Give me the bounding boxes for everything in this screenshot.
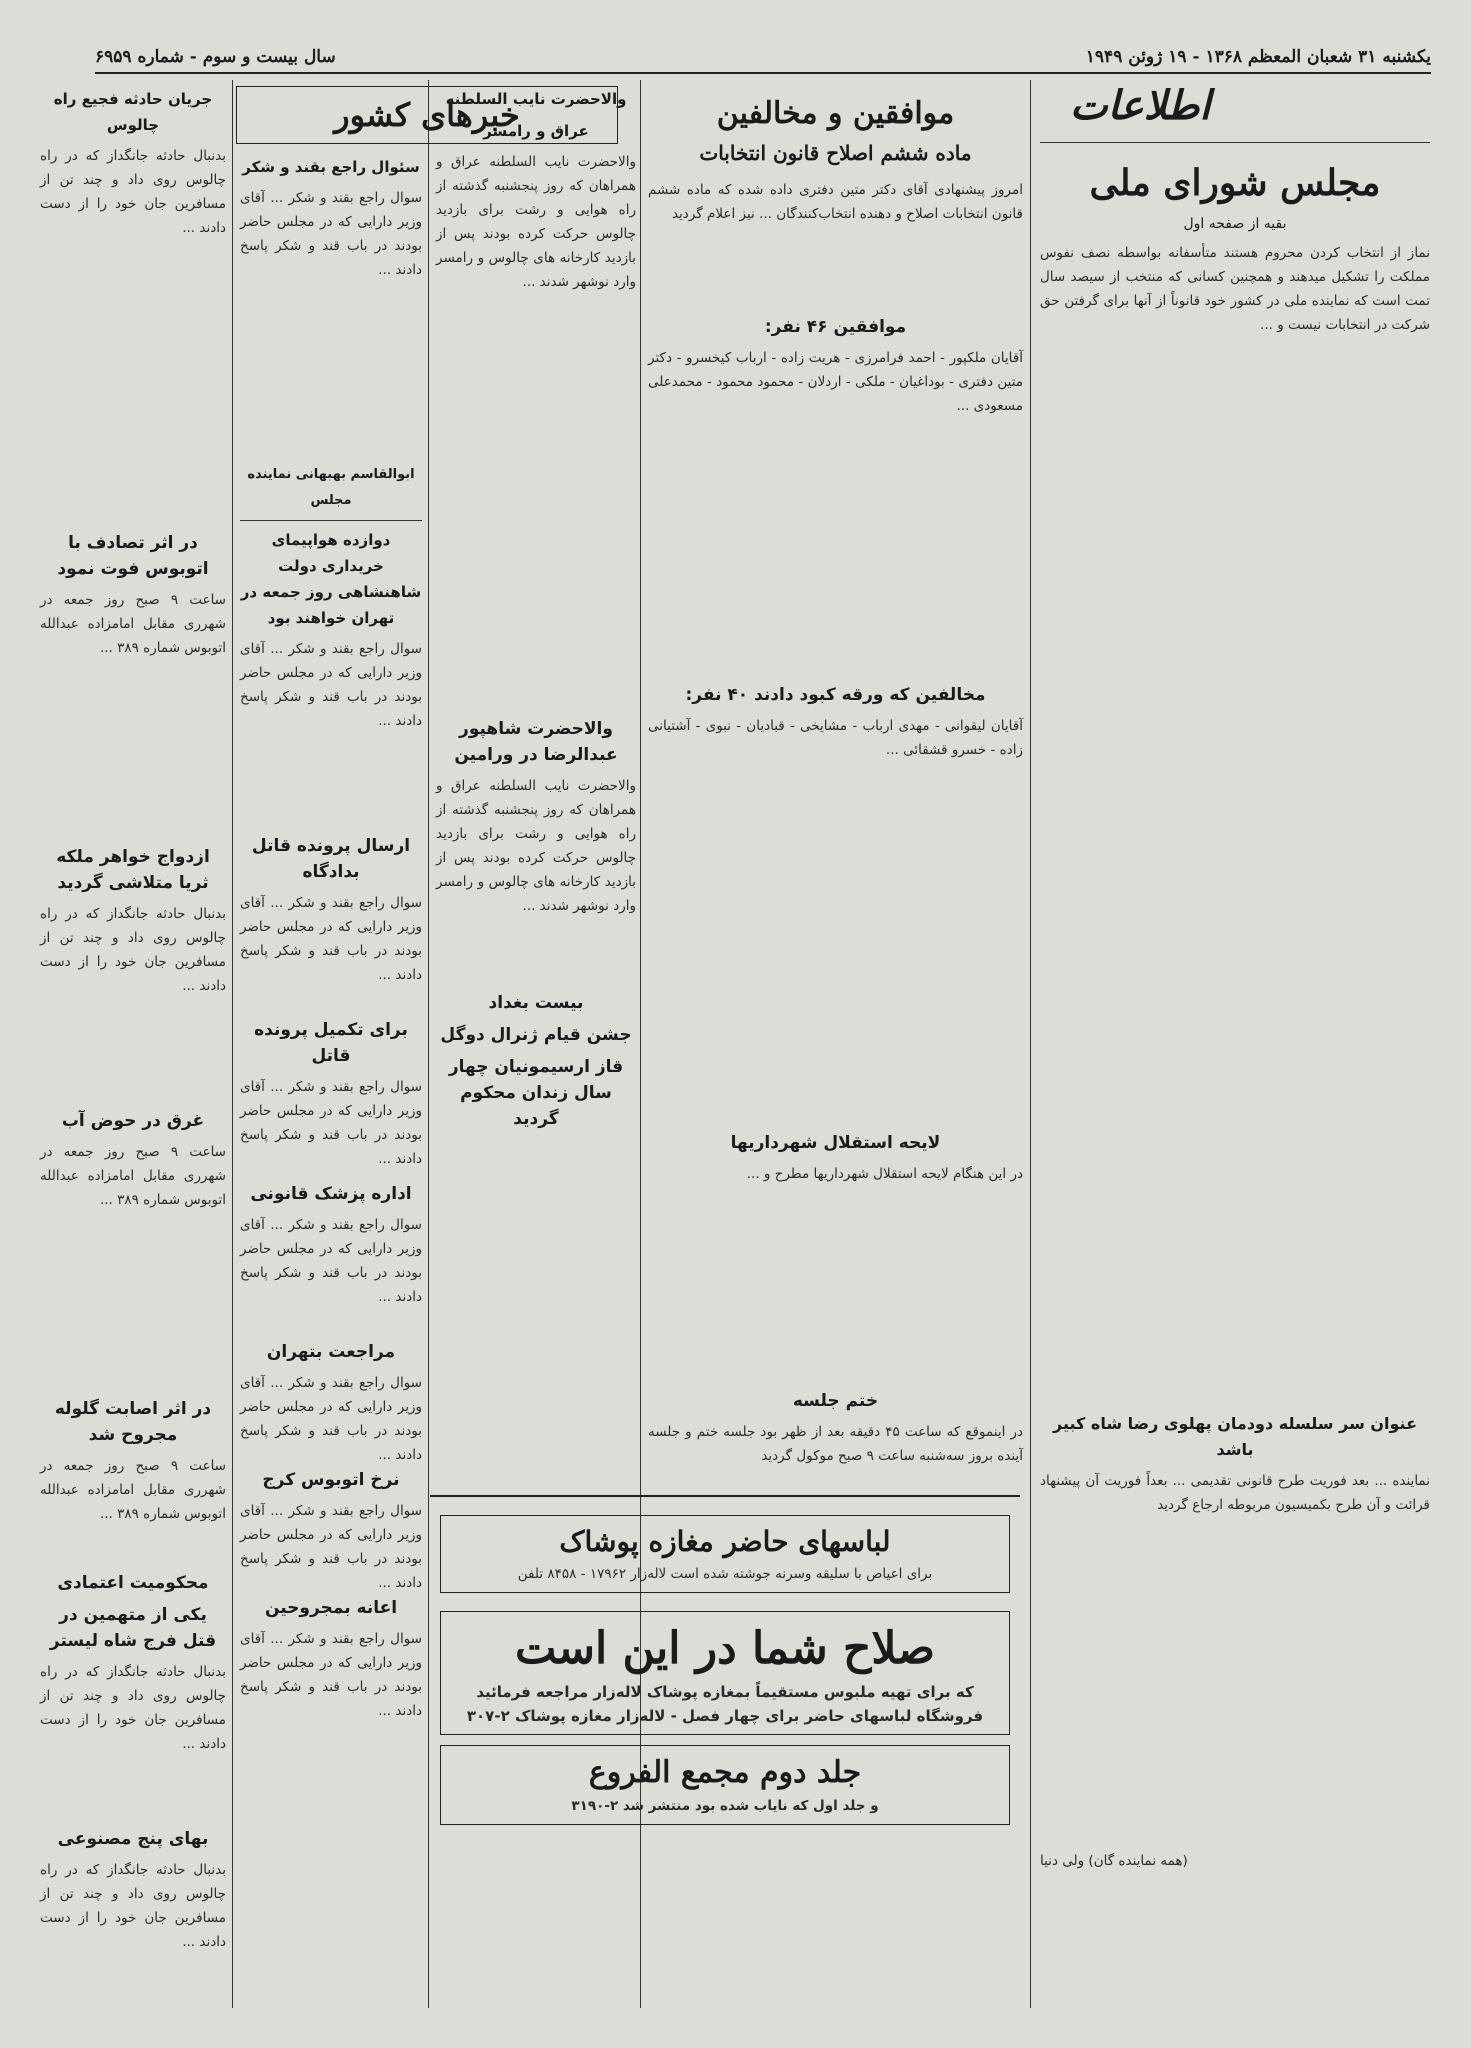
section-head: دوازده هواپیمای خریداری دولت شاهنشاهی روز جمعه در تهران خواهند بود bbox=[240, 531, 422, 627]
section-head: ختم جلسه bbox=[792, 1391, 879, 1411]
section-head: در اثر اصابت گلوله مجروح شد bbox=[54, 1399, 212, 1445]
advertisement-block bbox=[430, 1495, 1020, 2002]
section-head: بهای پنج مصنوعی bbox=[57, 1829, 209, 1849]
page-header bbox=[95, 42, 1431, 74]
left-column bbox=[40, 80, 226, 2010]
section-body: بدنبال حادثه جانگداز که در راه چالوس روی داد و چند تن از مسافرین جان خود را از دست دادند ... bbox=[40, 906, 226, 994]
section-body: ساعت ۹ صبح روز جمعه در شهرری مقابل امامزاده عبدالله اتوبوس شماره ۳۸۹ ... bbox=[40, 1458, 226, 1522]
section-head: لایحه استقلال شهرداریها bbox=[730, 1133, 941, 1153]
article-footer: (همه نماینده گان) ولی دنیا bbox=[1040, 1853, 1188, 1869]
article-subtitle: ماده ششم اصلاح قانون انتخابات bbox=[699, 141, 972, 165]
ad-title: جلد دوم مجمع الفروع bbox=[588, 1755, 862, 1790]
section-head: والاحضرت شاهپور عبدالرضا در ورامین bbox=[454, 719, 618, 765]
section-head: جریان حادثه فجیع راه چالوس bbox=[53, 90, 213, 134]
section-head: یکی از متهمین در قتل فرج شاه لیستر bbox=[49, 1605, 217, 1651]
section-head: غرق در حوض آب bbox=[61, 1111, 205, 1131]
ad-book bbox=[440, 1745, 1010, 1825]
article-body: نماز از انتخاب کردن محروم هستند متأسفانه بواسطه نصف نفوس مملکت را تشکیل میدهند و همچنین کسانی که منتخب از سیصد سال تمت است که نماینده ملی در کشور خود قانوناً از آنها برای گرفتن حق شرکت در انتخابات نیست و ... bbox=[1040, 245, 1430, 333]
ad-title: صلاح شما در این است bbox=[514, 1623, 936, 1674]
section-body: ساعت ۹ صبح روز جمعه در شهرری مقابل امامزاده عبدالله اتوبوس شماره ۳۸۹ ... bbox=[40, 1144, 226, 1208]
date-line: یکشنبه ۳۱ شعبان المعظم ۱۳۶۸ - ۱۹ ژوئن ۱۹۴۹ bbox=[1085, 47, 1431, 67]
section-body: سوال راجع بقند و شکر ... آقای وزیر دارایی که در مجلس حاضر بودند در باب قند و شکر پاسخ دادند ... bbox=[240, 895, 422, 983]
section-head: اعانه بمجروحین bbox=[264, 1598, 398, 1618]
ad-title: لباسهای حاضر مغازه پوشاک bbox=[559, 1525, 891, 1558]
section-head: ازدواج خواهر ملکه ثریا متلاشی گردید bbox=[56, 847, 210, 893]
section-body: در این هنگام لایحه استقلال شهرداریها مطرح و ... bbox=[746, 1166, 1023, 1182]
mid-column-b bbox=[240, 80, 520, 1990]
article-body: امروز پیشنهادی آقای دکتر متین دفتری داده شده که ماده ششم قانون انتخابات اصلاح و دهنده انتخاب‌کنندگان ... نیز اعلام گردید bbox=[648, 182, 1023, 222]
section-head: مخالفین که ورقه کبود دادند ۴۰ نفر: bbox=[685, 685, 986, 705]
section-head: سئوال راجع بقند و شکر bbox=[242, 158, 420, 176]
section-body: سوال راجع بقند و شکر ... آقای وزیر دارایی که در مجلس حاضر بودند در باب قند و شکر پاسخ دادند ... bbox=[240, 641, 422, 729]
section-head: عراق و رامسر bbox=[483, 122, 589, 140]
section-head: والاحضرت نایب السلطنه bbox=[445, 90, 627, 108]
ad-advice bbox=[440, 1611, 1010, 1735]
section-body: آقایان لیقوانی - مهدی ارباب - مشایخی - قبادیان - نبوی - آشتیانی زاده - خسرو قشقائی ... bbox=[648, 718, 1023, 758]
column-rule bbox=[428, 80, 429, 2008]
section-head: اداره پزشک قانونی bbox=[250, 1184, 412, 1204]
section-body: آقایان ملکپور - احمد فرامرزی - هریت زاده - ارباب کیخسرو - دکتر متین دفتری - بوداغیان - ملکی - اردلان - محمود محمود - محمدعلی مسعودی ... bbox=[648, 350, 1023, 414]
section-title: خبرهای کشور bbox=[334, 96, 520, 134]
section-body: سوال راجع بقند و شکر ... آقای وزیر دارایی که در مجلس حاضر بودند در باب قند و شکر پاسخ دادند ... bbox=[240, 1375, 422, 1463]
section-banner bbox=[236, 86, 618, 144]
article-title: موافقین و مخالفین bbox=[716, 96, 955, 131]
section-body: سوال راجع بقند و شکر ... آقای وزیر دارایی که در مجلس حاضر بودند در باب قند و شکر پاسخ دادند ... bbox=[240, 1217, 422, 1305]
signature: ابوالقاسم بهبهانی نماینده مجلس bbox=[247, 467, 415, 508]
ad-line: فروشگاه لباسهای حاضر برای چهار فصل - لاله‌زار مغازه پوشاک ۲-۳۰۷ bbox=[466, 1707, 984, 1725]
section-head: مراجعت بتهران bbox=[266, 1342, 396, 1362]
mid-column-a bbox=[436, 80, 636, 1480]
section-body: والاحضرت نایب السلطنه عراق و همراهان که روز پنجشنبه گذشته از راه هوایی و رشت برای بازدید چالوس حرکت کرده بودند پس از بازدید کارخانه های چالوس و رامسر وارد نوشهر شدند ... bbox=[436, 154, 636, 290]
ad-line: که برای تهیه ملبوس مستقیماً بمغازه پوشاک لاله‌زار مراجعه فرمائید bbox=[476, 1683, 974, 1701]
section-head: ارسال پرونده قاتل بدادگاه bbox=[251, 836, 411, 882]
ad-line: برای اعیاص با سلیقه وسرنه جوشته شده است لاله‌زار ۱۷۹۶۲ - ۸۴۵۸ تلفن bbox=[517, 1566, 933, 1582]
column-rule bbox=[232, 80, 233, 2008]
column-rule bbox=[1030, 80, 1031, 2008]
section-head: جشن قیام ژنرال دوگل bbox=[440, 1025, 632, 1045]
section-body: در اینموقع که ساعت ۴۵ دقیقه بعد از ظهر بود جلسه ختم و جلسه آینده بروز سه‌شنبه ساعت ۹ صبح موکول گردید bbox=[648, 1424, 1023, 1464]
right-column bbox=[1040, 80, 1430, 2010]
ad-line: و جلد اول که نایاب شده بود منتشر شد ۲-۳۱۹۰ bbox=[571, 1798, 879, 1814]
sub-body: نماینده ... بعد فوریت طرح قانونی تقدیمی ... بعداً فوریت آن پیشنهاد قرائت و آن طرح بکمیسیون مربوطه ارجاع گردید bbox=[1040, 1473, 1430, 1513]
section-body: ساعت ۹ صبح روز جمعه در شهرری مقابل امامزاده عبدالله اتوبوس شماره ۳۸۹ ... bbox=[40, 592, 226, 656]
section-head: در اثر تصادف با اتوبوس فوت نمود bbox=[57, 533, 209, 579]
sub-head: عنوان سر سلسله دودمان پهلوی رضا شاه کبیر باشد bbox=[1052, 1414, 1417, 1459]
section-body: سوال راجع بقند و شکر ... آقای وزیر دارایی که در مجلس حاضر بودند در باب قند و شکر پاسخ دادند ... bbox=[240, 1631, 422, 1719]
section-body: بدنبال حادثه جانگداز که در راه چالوس روی داد و چند تن از مسافرین جان خود را از دست دادند ... bbox=[40, 1664, 226, 1752]
section-head: محکومیت اعتمادی bbox=[57, 1573, 209, 1593]
section-body: بدنبال حادثه جانگداز که در راه چالوس روی داد و چند تن از مسافرین جان خود را از دست دادند ... bbox=[40, 148, 226, 236]
section-head: قاز ارسیمونیان چهار سال زندان محکوم گردید bbox=[448, 1057, 624, 1129]
section-head: موافقین ۴۶ نفر: bbox=[764, 317, 907, 337]
ad-clothing bbox=[440, 1515, 1010, 1593]
section-body: سوال راجع بقند و شکر ... آقای وزیر دارایی که در مجلس حاضر بودند در باب قند و شکر پاسخ دادند ... bbox=[240, 1503, 422, 1591]
section-head: بیست بغداد bbox=[488, 993, 584, 1013]
section-body: والاحضرت نایب السلطنه عراق و همراهان که روز پنجشنبه گذشته از راه هوایی و رشت برای بازدید چالوس حرکت کرده بودند پس از بازدید کارخانه های چالوس و رامسر وارد نوشهر شدند ... bbox=[436, 778, 636, 914]
newspaper-logo: اطلاعات bbox=[1040, 82, 1430, 143]
issue-line: سال بیست و سوم - شماره ۶۹۵۹ bbox=[95, 47, 336, 67]
section-body: سوال راجع بقند و شکر ... آقای وزیر دارایی که در مجلس حاضر بودند در باب قند و شکر پاسخ دادند ... bbox=[240, 190, 422, 278]
article-title: مجلس شورای ملی bbox=[1089, 162, 1381, 204]
section-head: نرخ اتوبوس کرج bbox=[262, 1470, 400, 1490]
section-body: بدنبال حادثه جانگداز که در راه چالوس روی داد و چند تن از مسافرین جان خود را از دست دادند ... bbox=[40, 1862, 226, 1950]
section-head: برای تکمیل پرونده قاتل bbox=[254, 1020, 408, 1066]
article-subtitle: بقیه از صفحه اول bbox=[1183, 216, 1287, 232]
section-body: سوال راجع بقند و شکر ... آقای وزیر دارایی که در مجلس حاضر بودند در باب قند و شکر پاسخ دادند ... bbox=[240, 1079, 422, 1167]
